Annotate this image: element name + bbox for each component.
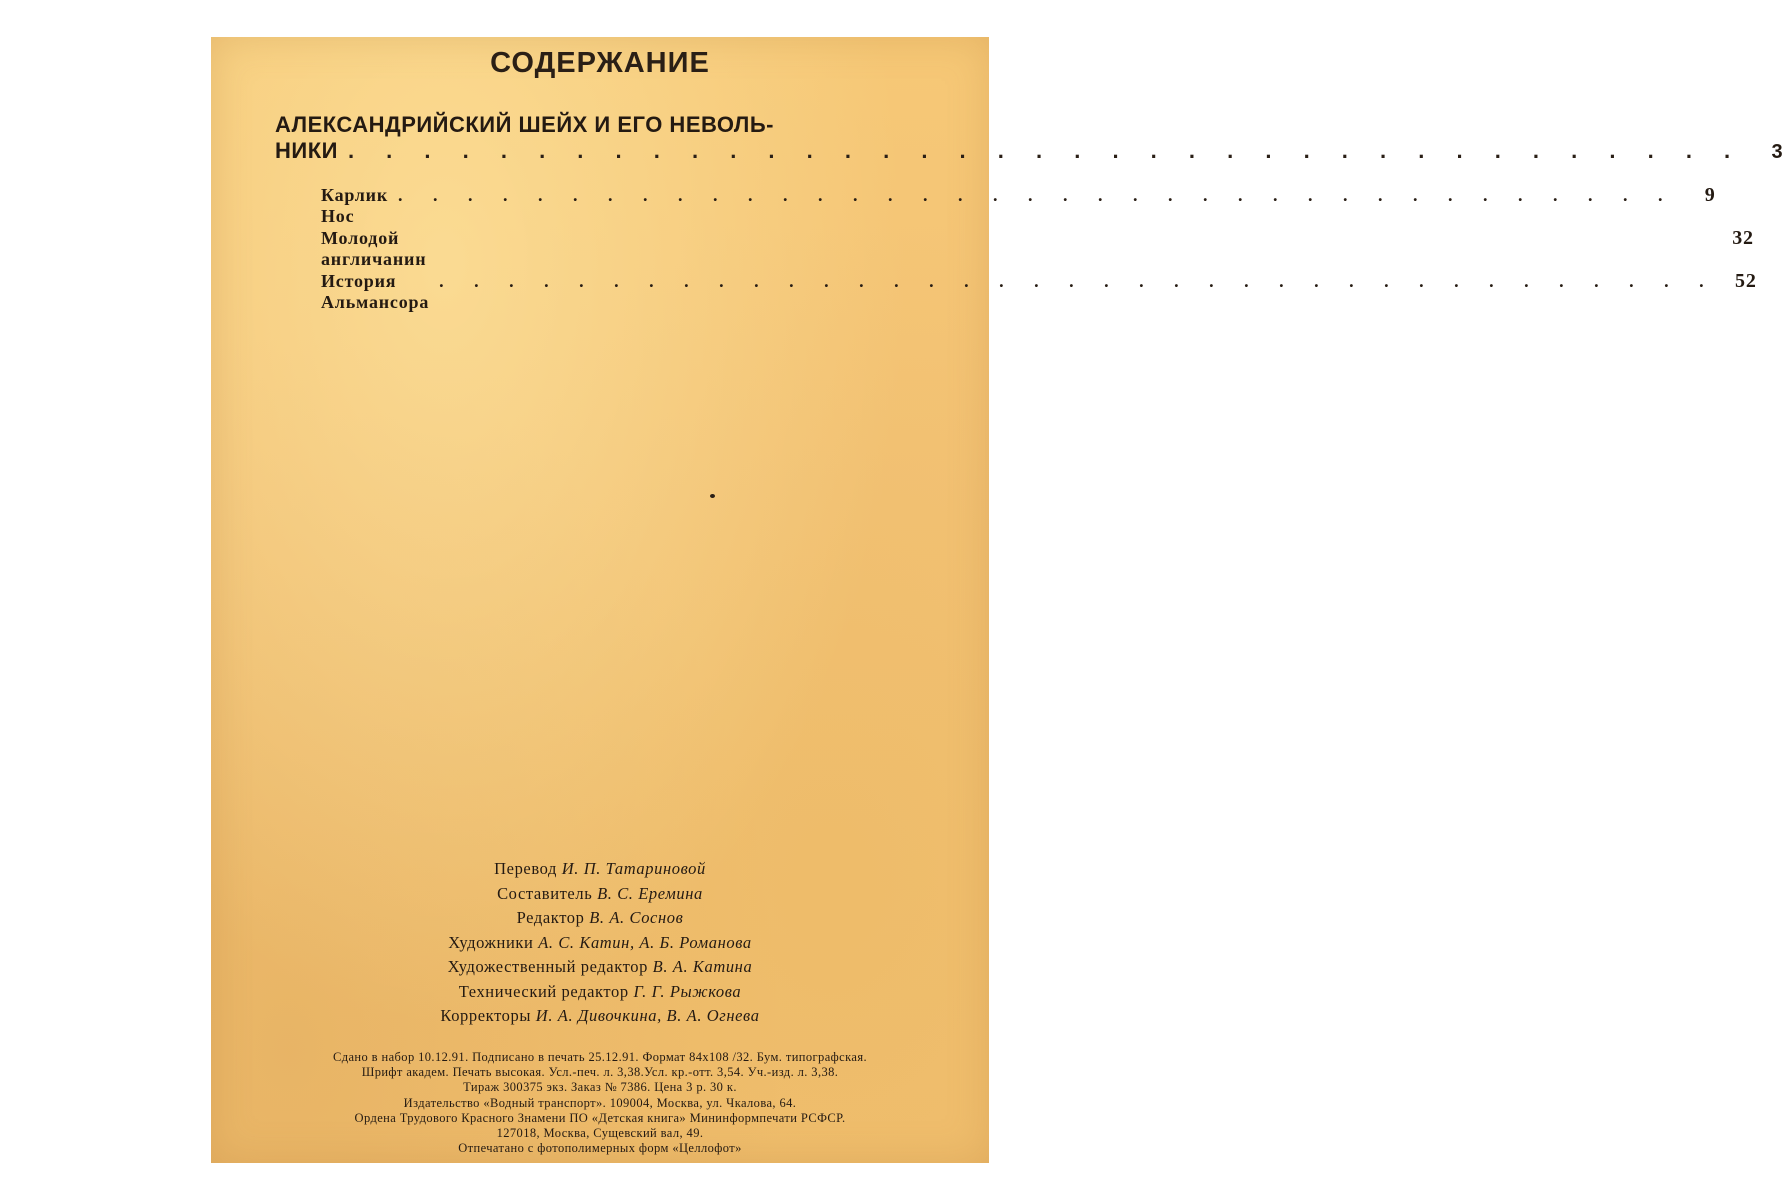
- book-page: [211, 37, 1783, 1163]
- imprint-line: Шрифт академ. Печать высокая. Усл.-печ. л. 3,38.Усл. кр.-отт. 3,54. Уч.-изд. л. 3,38.: [361, 1065, 839, 1080]
- toc-page-number: 52: [1735, 270, 1757, 292]
- toc-main-entry: [275, 138, 1783, 164]
- contents-heading: СОДЕРЖАНИЕ: [490, 47, 710, 79]
- credit-line: Художественный редактор В. А. Катина: [447, 957, 753, 976]
- credits-block: [211, 857, 989, 1029]
- credit-line: Перевод И. П. Татариновой: [494, 859, 706, 878]
- imprint-block: [211, 1050, 989, 1156]
- toc-page-number: 3: [1771, 141, 1783, 163]
- ink-speck: [710, 494, 715, 498]
- credit-line: Корректоры И. А. Дивочкина, В. А. Огнева: [440, 1006, 760, 1025]
- credit-line: Составитель В. С. Еремина: [497, 883, 703, 903]
- credit-line: Художники А. С. Катин, А. Б. Романова: [448, 932, 752, 952]
- imprint-line: Издательство «Водный транспорт». 109004, Москва, ул. Чкалова, 64.: [403, 1095, 797, 1110]
- dot-leader: . . . . . . . . . . . . . . . . . . . . . . . . . . . . . . . . . . . . .: [347, 138, 1744, 163]
- toc-page-number: 32: [1732, 227, 1754, 249]
- imprint-line: Сдано в набор 10.12.91. Подписано в печать 25.12.91. Формат 84x108 /32. Бум. типографская.: [332, 1050, 868, 1064]
- imprint-line: 127018, Москва, Сущевский вал, 49.: [496, 1126, 704, 1141]
- toc-item-title: Молодой англичанин: [321, 228, 427, 269]
- toc-main-title-line2: НИКИ: [275, 138, 338, 163]
- toc-item: [321, 184, 1716, 227]
- toc-item: [321, 227, 1754, 270]
- toc-main-title-line1: АЛЕКСАНДРИЙСКИЙ ШЕЙХ И ЕГО НЕВОЛЬ-: [275, 112, 774, 137]
- dot-leader: . . . . . . . . . . . . . . . . . . . . . . . . . . . . . . . . . . . . .: [439, 271, 1717, 291]
- credit-line: Технический редактор Г. Г. Рыжкова: [458, 981, 742, 1001]
- imprint-line: Тираж 300375 экз. Заказ № 7386. Цена 3 р. 30 к.: [463, 1080, 737, 1095]
- toc-page-number: 9: [1704, 184, 1716, 206]
- dot-leader: [436, 228, 1714, 249]
- imprint-line: Отпечатано с фотополимерных форм «Целлофот»: [458, 1141, 742, 1156]
- dot-leader: . . . . . . . . . . . . . . . . . . . . . . . . . . . . . . . . . . . . .: [398, 185, 1676, 205]
- toc-item: [321, 270, 1757, 313]
- toc-main-entry-title: [275, 111, 945, 138]
- credit-line: Редактор В. А. Соснов: [516, 908, 684, 927]
- imprint-line: Ордена Трудового Красного Знамени ПО «Детская книга» Мининформпечати РСФСР.: [354, 1110, 846, 1125]
- toc-item-title: Карлик Нос: [321, 185, 389, 226]
- toc-item-title: История Альмансора: [321, 271, 430, 312]
